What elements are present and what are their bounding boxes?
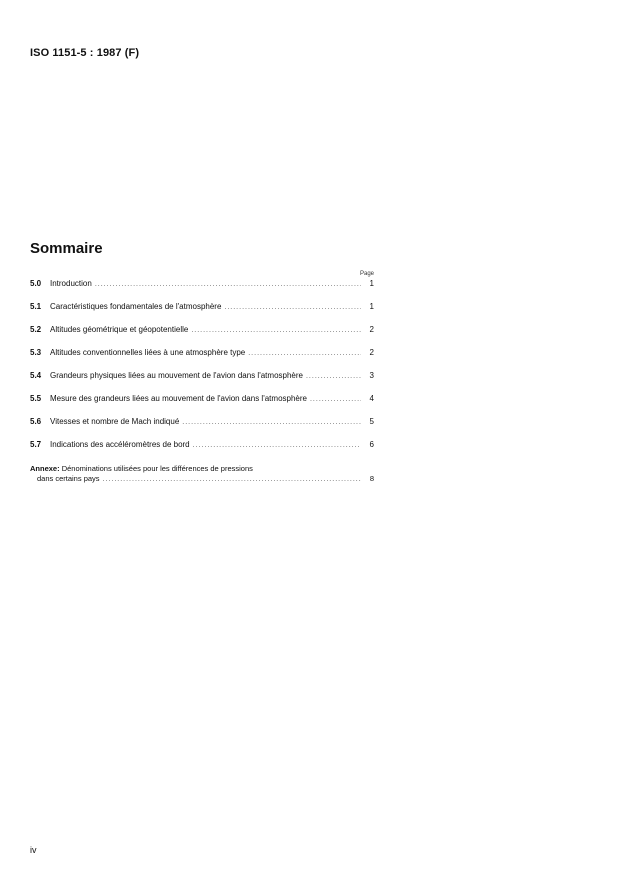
toc-entry-title: Mesure des grandeurs liées au mouvement de l'avion dans l'atmosphère — [50, 394, 307, 403]
toc-entry-title: Indications des accéléromètres de bord — [50, 440, 190, 449]
toc-entry-number: 5.2 — [30, 325, 42, 334]
toc-entry[interactable] — [30, 417, 374, 440]
toc-leader-dots — [224, 304, 361, 311]
toc-leader-dots — [248, 350, 361, 357]
page-column-label: Page — [359, 271, 374, 277]
annex-title-continued: dans certains pays — [37, 474, 100, 483]
toc-entry[interactable] — [30, 371, 374, 394]
annex-title-line2 — [30, 474, 374, 483]
toc-entry-number: 5.7 — [30, 440, 42, 449]
toc-entry-page: 5 — [369, 417, 374, 426]
annex-page: 8 — [369, 474, 374, 483]
toc-annex-entry[interactable] — [30, 464, 374, 483]
toc-entry-number: 5.1 — [30, 302, 42, 311]
toc-entry-title: Caractéristiques fondamentales de l'atmosphère — [50, 302, 222, 311]
toc-entry[interactable] — [30, 325, 374, 348]
toc-entry-page: 2 — [369, 325, 374, 334]
toc-leader-dots — [193, 442, 361, 449]
toc-entry[interactable] — [30, 440, 374, 463]
toc-entry[interactable] — [30, 348, 374, 371]
toc-entry-page: 3 — [369, 371, 374, 380]
page-number: iv — [30, 845, 37, 855]
toc-entry-number: 5.3 — [30, 348, 42, 357]
toc-entry-number: 5.0 — [30, 279, 42, 288]
toc-heading: Sommaire — [30, 240, 103, 257]
toc-leader-dots — [103, 476, 361, 483]
toc-entry-number: 5.5 — [30, 394, 42, 403]
toc-entry-page: 4 — [369, 394, 374, 403]
toc-entry-title: Introduction — [50, 279, 92, 288]
toc-entry-page: 6 — [369, 440, 374, 449]
toc-entry[interactable] — [30, 394, 374, 417]
toc-leader-dots — [182, 419, 361, 426]
toc-entry-title: Altitudes géométrique et géopotentielle — [50, 325, 189, 334]
toc-entry-number: 5.6 — [30, 417, 42, 426]
toc-entry[interactable] — [30, 302, 374, 325]
toc-entry-page: 2 — [369, 348, 374, 357]
document-id: ISO 1151-5 : 1987 (F) — [30, 47, 140, 59]
toc-leader-dots — [310, 396, 361, 403]
toc-entry-page: 1 — [369, 279, 374, 288]
toc-entry-number: 5.4 — [30, 371, 42, 380]
toc-entry-title: Grandeurs physiques liées au mouvement de l'avion dans l'atmosphère — [50, 371, 303, 380]
toc-entry-title: Altitudes conventionnelles liées à une atmosphère type — [50, 348, 246, 357]
toc-leader-dots — [191, 327, 361, 334]
annex-label: Annexe: — [30, 464, 60, 473]
toc-entry-page: 1 — [369, 302, 374, 311]
toc-leader-dots — [95, 281, 361, 288]
annex-title-line1 — [30, 464, 374, 473]
toc-leader-dots — [306, 373, 361, 380]
toc-entry-title: Vitesses et nombre de Mach indiqué — [50, 417, 180, 426]
annex-title: Dénominations utilisées pour les différences de pressions — [61, 464, 253, 473]
table-of-contents — [30, 279, 374, 483]
toc-entry[interactable] — [30, 279, 374, 302]
